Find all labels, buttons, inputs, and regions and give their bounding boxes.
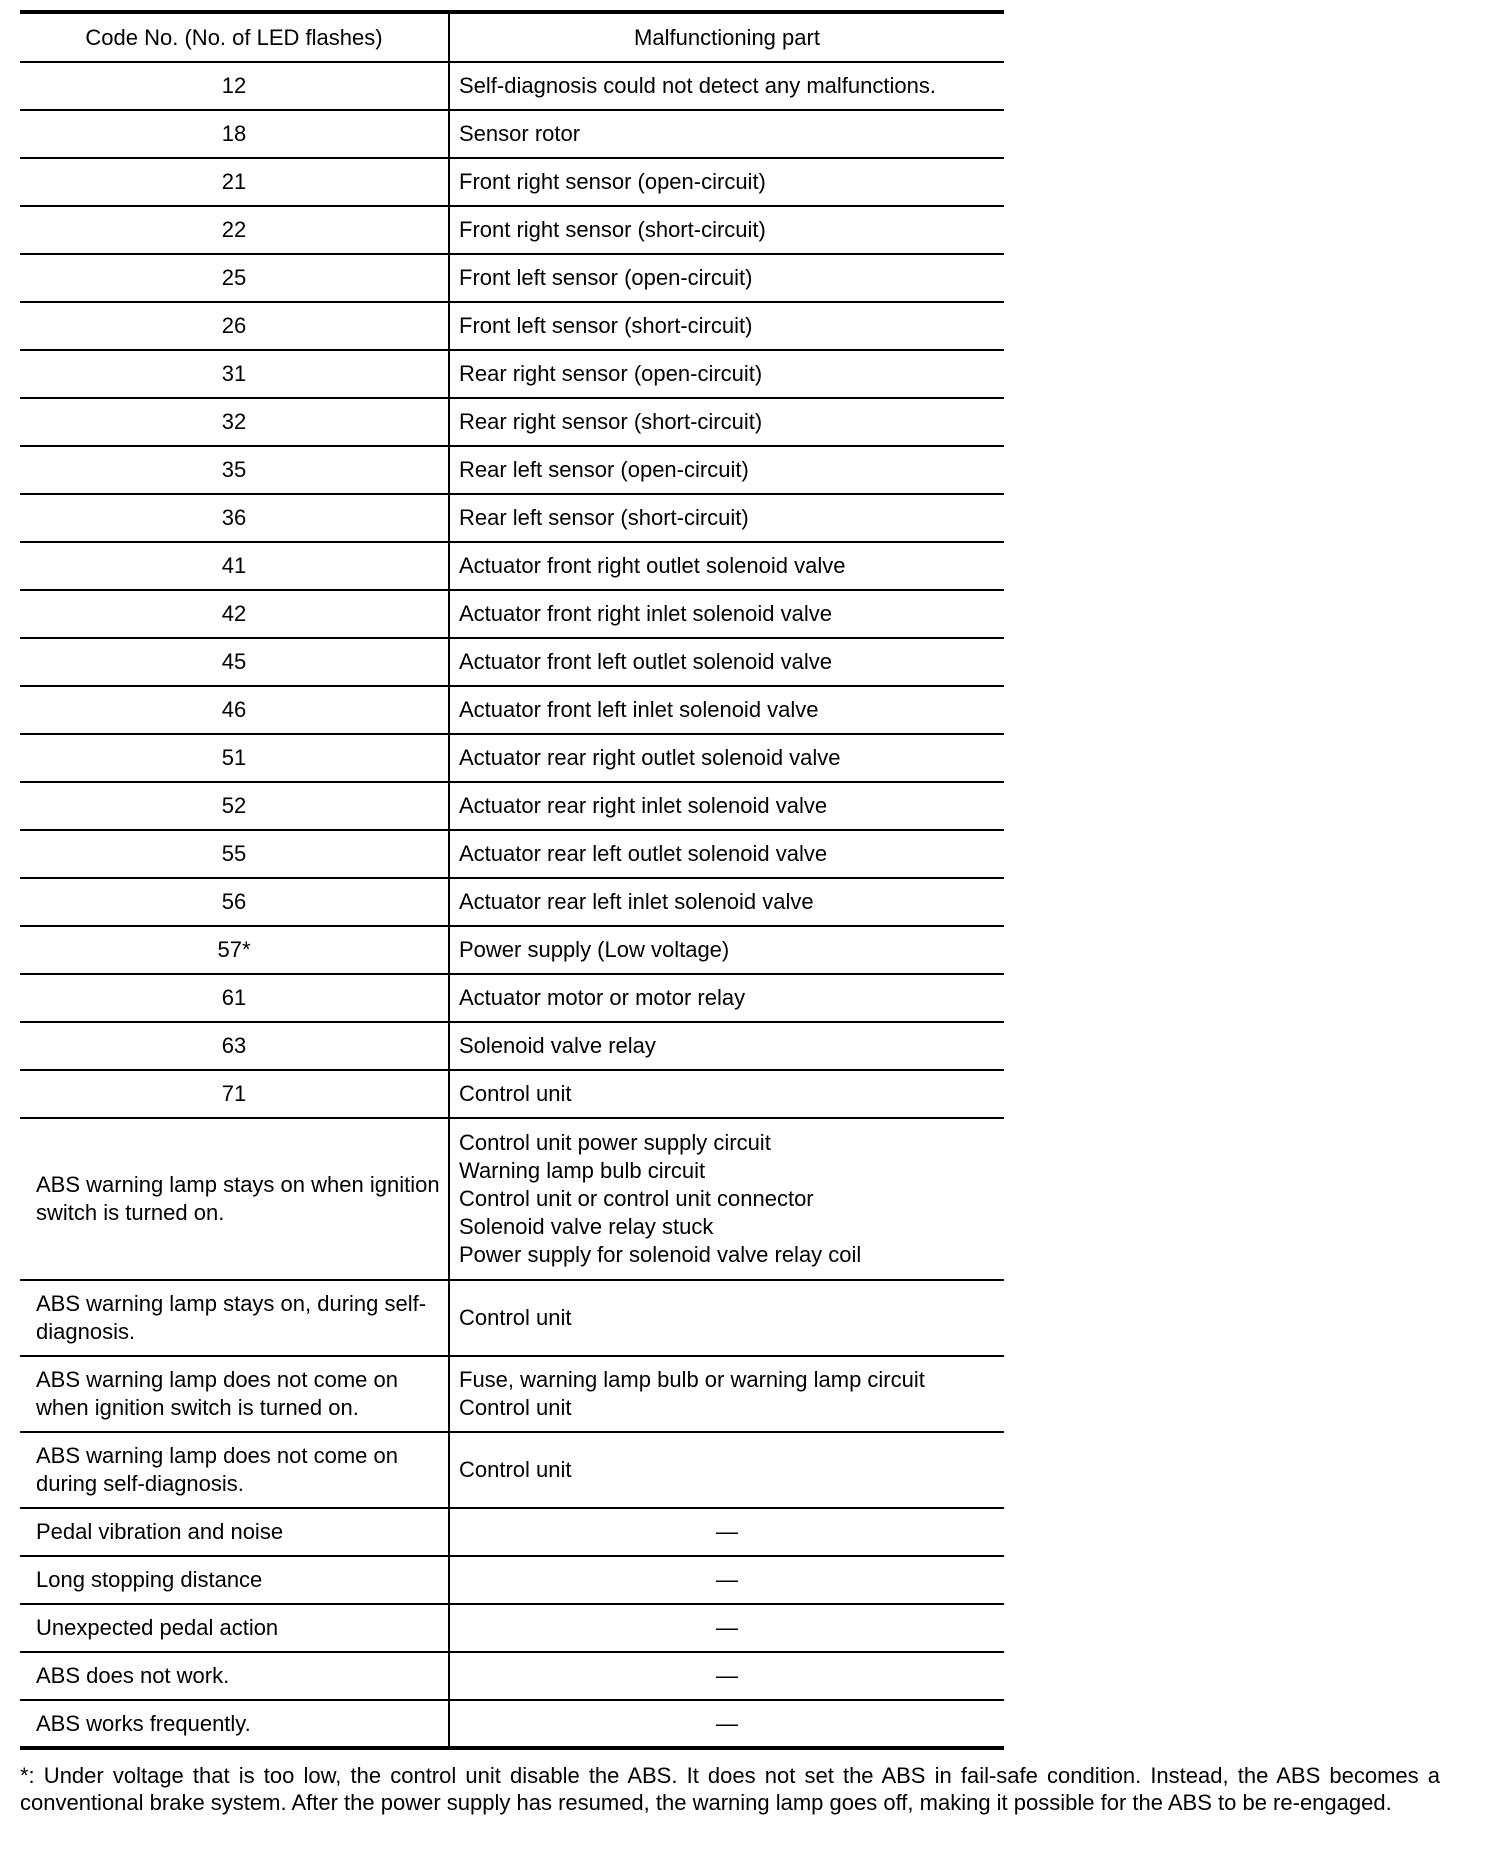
code-cell: 41 [20, 542, 449, 590]
table-row [20, 446, 1004, 494]
symptom-row [20, 1356, 1004, 1432]
symptom-cell: Long stopping distance [20, 1556, 449, 1604]
code-cell: 36 [20, 494, 449, 542]
part-cell: Front right sensor (open-circuit) [449, 158, 1004, 206]
symptom-cell: ABS warning lamp does not come on when ignition switch is turned on. [20, 1356, 449, 1432]
part-cell: Front right sensor (short-circuit) [449, 206, 1004, 254]
symptom-row [20, 1118, 1004, 1280]
table-row [20, 302, 1004, 350]
code-cell: 26 [20, 302, 449, 350]
part-cell: Power supply (Low voltage) [449, 926, 1004, 974]
table-row [20, 398, 1004, 446]
dash-cell: — [449, 1652, 1004, 1700]
table-row [20, 638, 1004, 686]
part-cell: Actuator front left outlet solenoid valve [449, 638, 1004, 686]
part-cell: Actuator front right outlet solenoid valve [449, 542, 1004, 590]
symptom-row [20, 1508, 1004, 1556]
symptom-row [20, 1700, 1004, 1748]
table-row [20, 878, 1004, 926]
part-cell: Control unit [449, 1070, 1004, 1118]
table-row [20, 206, 1004, 254]
malfunction-code-table [20, 10, 1004, 1750]
dash-cell: — [449, 1556, 1004, 1604]
table-row [20, 350, 1004, 398]
dash-cell: — [449, 1700, 1004, 1748]
symptom-row [20, 1432, 1004, 1508]
code-cell: 63 [20, 1022, 449, 1070]
part-cell: Actuator rear right inlet solenoid valve [449, 782, 1004, 830]
table-row [20, 926, 1004, 974]
part-cell: Actuator rear left inlet solenoid valve [449, 878, 1004, 926]
dash-cell: — [449, 1508, 1004, 1556]
footnote: *: Under voltage that is too low, the control unit disable the ABS. It does not set the ABS in fail-safe condition. Instead, the ABS becomes a conventional brake system. After the power supply has resumed, the warning lamp goes off, making it possible for the ABS to be re-engaged. [20, 1763, 1440, 1815]
table-row [20, 686, 1004, 734]
code-cell: 12 [20, 62, 449, 110]
code-cell: 56 [20, 878, 449, 926]
code-cell: 18 [20, 110, 449, 158]
table-row [20, 974, 1004, 1022]
table-row [20, 62, 1004, 110]
symptom-cell: ABS warning lamp stays on when ignition switch is turned on. [20, 1118, 449, 1280]
part-cell: Rear left sensor (short-circuit) [449, 494, 1004, 542]
symptom-row [20, 1280, 1004, 1356]
code-cell: 22 [20, 206, 449, 254]
table-row [20, 830, 1004, 878]
header-part: Malfunctioning part [449, 12, 1004, 62]
table-row [20, 1070, 1004, 1118]
part-cell: Solenoid valve relay [449, 1022, 1004, 1070]
code-cell: 32 [20, 398, 449, 446]
part-cell: Actuator rear right outlet solenoid valve [449, 734, 1004, 782]
code-cell: 57* [20, 926, 449, 974]
symptom-cell: ABS works frequently. [20, 1700, 449, 1748]
part-cell: Actuator rear left outlet solenoid valve [449, 830, 1004, 878]
code-cell: 21 [20, 158, 449, 206]
table-row [20, 254, 1004, 302]
table-row [20, 734, 1004, 782]
part-cell: Control unit [449, 1432, 1004, 1508]
part-cell: Rear right sensor (open-circuit) [449, 350, 1004, 398]
symptom-row [20, 1652, 1004, 1700]
part-cell: Fuse, warning lamp bulb or warning lamp circuit Control unit [449, 1356, 1004, 1432]
part-cell: Actuator front left inlet solenoid valve [449, 686, 1004, 734]
table-row [20, 782, 1004, 830]
part-cell: Rear left sensor (open-circuit) [449, 446, 1004, 494]
code-cell: 51 [20, 734, 449, 782]
table-header-row [20, 12, 1004, 62]
table-row [20, 590, 1004, 638]
table-row [20, 542, 1004, 590]
code-cell: 25 [20, 254, 449, 302]
code-cell: 42 [20, 590, 449, 638]
symptom-cell: Pedal vibration and noise [20, 1508, 449, 1556]
part-cell: Control unit power supply circuit Warning lamp bulb circuit Control unit or control unit connector Solenoid valve relay stuck Power supply for solenoid valve relay coil [449, 1118, 1004, 1280]
symptom-cell: ABS warning lamp stays on, during self-diagnosis. [20, 1280, 449, 1356]
header-code: Code No. (No. of LED flashes) [20, 12, 449, 62]
code-cell: 71 [20, 1070, 449, 1118]
part-cell: Front left sensor (short-circuit) [449, 302, 1004, 350]
code-cell: 52 [20, 782, 449, 830]
symptom-row [20, 1604, 1004, 1652]
dash-cell: — [449, 1604, 1004, 1652]
part-cell: Sensor rotor [449, 110, 1004, 158]
part-cell: Front left sensor (open-circuit) [449, 254, 1004, 302]
table-row [20, 158, 1004, 206]
symptom-cell: ABS does not work. [20, 1652, 449, 1700]
part-cell: Rear right sensor (short-circuit) [449, 398, 1004, 446]
table-row [20, 494, 1004, 542]
code-cell: 61 [20, 974, 449, 1022]
code-cell: 55 [20, 830, 449, 878]
table-row [20, 110, 1004, 158]
part-cell: Control unit [449, 1280, 1004, 1356]
code-cell: 45 [20, 638, 449, 686]
table-row [20, 1022, 1004, 1070]
code-cell: 35 [20, 446, 449, 494]
symptom-cell: Unexpected pedal action [20, 1604, 449, 1652]
part-cell: Actuator motor or motor relay [449, 974, 1004, 1022]
code-cell: 31 [20, 350, 449, 398]
code-cell: 46 [20, 686, 449, 734]
part-cell: Actuator front right inlet solenoid valve [449, 590, 1004, 638]
symptom-row [20, 1556, 1004, 1604]
symptom-cell: ABS warning lamp does not come on during self-diagnosis. [20, 1432, 449, 1508]
part-cell: Self-diagnosis could not detect any malfunctions. [449, 62, 1004, 110]
